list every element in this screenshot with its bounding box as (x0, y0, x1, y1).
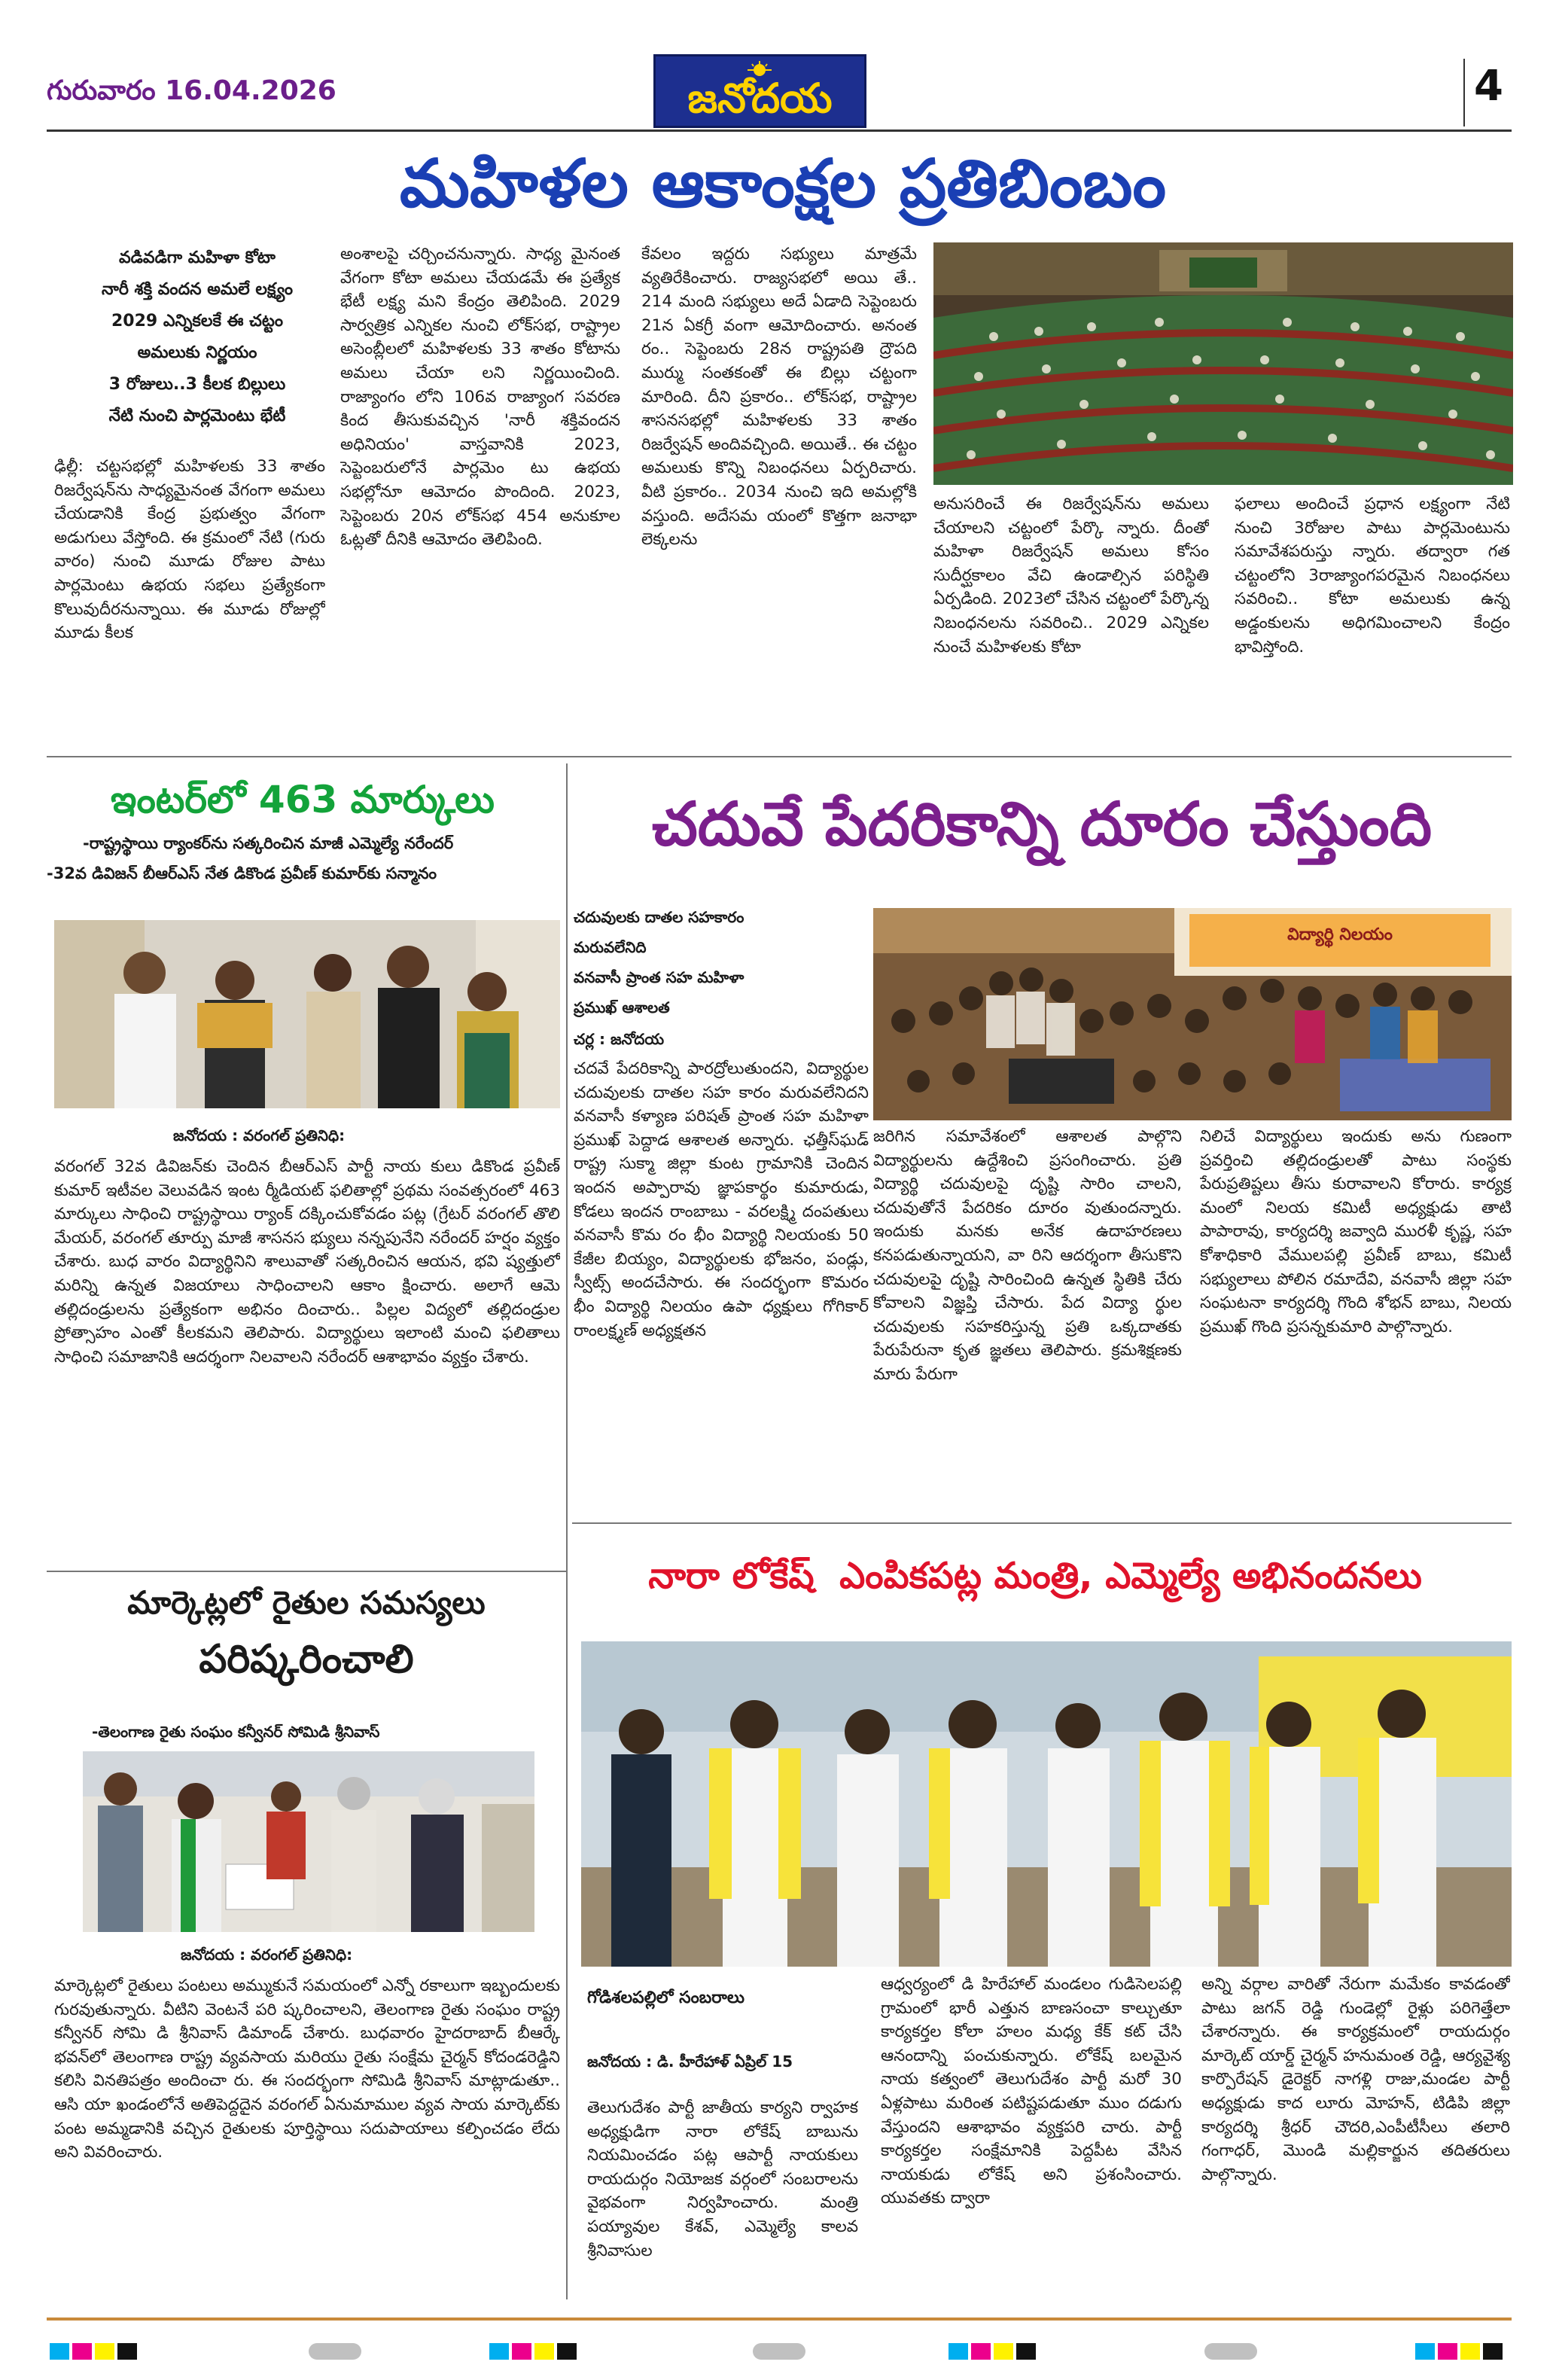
story1-col4-text: అనుసరించే ఈ రిజర్వేషన్‌ను అమలు చేయాలని చట్టంలో పేర్కొ న్నారు. దీంతో మహిళా రిజర్వేషన్ అమలు కోసం సుదీర్ఘకాలం వేచి ఉండాల్సిన పరిస్థితి ఏర్పడింది. 2023లో చేసిన చట్టంలో పేర్కొన్న నిబంధనలను సవరించి.. 2029 ఎన్నికల నుంచే మహిళలకు కోటా (933, 495, 1209, 657)
story1-col4 (933, 492, 1209, 714)
story1-col2 (340, 242, 620, 714)
page-number: 4 (1474, 62, 1503, 111)
farmers-meeting-photo (83, 1751, 534, 1932)
story3-headline-line1: మార్కెట్లలో రైతుల సమస్యలు (127, 1584, 486, 1621)
footer-rule (47, 2318, 1512, 2321)
celebration-photo (581, 1641, 1512, 1967)
story5-col3 (1201, 1973, 1510, 2296)
masthead-rule (47, 130, 1512, 132)
story5-col3-text: అన్ని వర్గాల వారితో నేరుగా మమేకం కావడంతో పాటు జగన్ రెడ్డి గుండెల్లో రైళ్లు పరిగెత్తేలా చేశారన్నారు. ఈ కార్యక్రమంలో రాయదుర్గం మార్కెట్ యార్డ్ చైర్మన్ హనుమంత రెడ్డి, ఆర్యవైశ్య కార్పొరేషన్ డైరెక్టర్ నాగళ్లి రాజు,మండల పార్టీ అధ్యక్షుడు కాద లూరు మోహన్, టిడిపి జిల్లా కార్యదర్శి శ్రీధర్ చౌదరి,ఎంపీటీసీలు తలారి గంగాధర్, మొండి మల్లికార్జున తదితరులు పాల్గొన్నారు. (1201, 1975, 1510, 2184)
story1-col5-text: ఫలాలు అందించే ప్రధాన లక్ష్యంగా నేటి నుంచి 3రోజుల పాటు పార్లమెంటును సమావేశపరుస్తు న్నారు. తద్వారా గత చట్టంలోని 3రాజ్యాంగపరమైన నిబంధనలు సవరించి.. కోటా అమలుకు ఉన్న అడ్డంకులను అధిగమించాలని కేంద్రం భావిస్తోంది. (1235, 495, 1510, 657)
story5-dateline: జనోదయ : డి. హీరేహాళ్ ఏప్రిల్ 15 (587, 2052, 793, 2071)
story2-sub1: -రాష్ట్రస్థాయి ర్యాంకర్‌ను సత్కరించిన మాజీ ఎమ్మెల్యే నరేందర్ (83, 834, 454, 852)
story4-col3 (1200, 1125, 1512, 1509)
story1-col1 (54, 455, 325, 714)
story3-body-text: మార్కెట్లలో రైతులు పంటలు అమ్ముకునే సమయంలో ఎన్నో రకాలుగా ఇబ్బందులకు గురవుతున్నారు. వీటిని వెంటనే పరి ష్కరించాలని, తెలంగాణ రైతు సంఘం రాష్ట్ర కన్వీనర్ సోమి డి శ్రీనివాస్ డిమాండ్ చేశారు. బుధవారం హైదరాబాద్ బీఆర్కే భవన్‌లో తెలంగాణ రాష్ట్ర వ్యవసాయ మరియు రైతు సంక్షేమ చైర్మన్ కోదండరెడ్డిని కలిసి వినతిపత్రం అందించా రు. ఈ సందర్భంగా సోమిడి శ్రీనివాస్ మాట్లాడుతూ.. ఆసి యా ఖండంలోనే అతిపెద్దదైన వరంగల్ ఏనుమాముల వ్యవ సాయ మార్కెట్‌కు పంట అమ్మడానికి వచ్చిన రైతులకు పూర్తిస్థాయి సదుపాయాలు కల్పించడం లేదు అని వివరించారు. (54, 1976, 560, 2162)
parliament-photo (933, 242, 1513, 485)
story4-col3-text: నిలిచే విద్యార్థులు ఇందుకు అను గుణంగా ప్రవర్తించి తల్లిదండ్రులతో పాటు సంస్థకు పేరుప్రతిష్టలు తీసు కురావాలని కోరారు. కార్యక్ర మంలో నిలయ కమిటీ అధ్యక్షుడు తాటి పాపారావు, కార్యదర్శి జవ్వాది మురళీ కృష్ణ, సహ కోశాధికారి వేములపల్లి ప్రవీణ్ బాబు, కమిటీ సభ్యులాలు పోలిన రమాదేవి, వనవాసీ జిల్లా సహ సంఘటనా కార్యదర్శి గొంది శోభన్ బాబు, నిలయ ప్రముఖ్ గొంది ప్రసన్నకుమారి పాల్గొన్నారు. (1200, 1127, 1512, 1336)
story1-kicker: వడివడిగా మహిళా కోటా నారీ శక్తి వందన అమలే లక్ష్యం 2029 ఎన్నికలకే ఈ చట్టం అమలుకు నిర్ణయం 3 రోజులు..3 కీలక బిల్లులు నేటి నుంచి పార్లమెంటు భేటీ (101, 248, 293, 425)
masthead-date: గురువారం 16.04.2026 (47, 75, 336, 106)
story2-headline: ఇంటర్‌లో 463 మార్కులు (111, 778, 495, 821)
left-column-divider (566, 763, 568, 2299)
story1-col3-text: కేవలం ఇద్దరు సభ్యులు మాత్రమే వ్యతిరేకించారు. రాజ్యసభలో అయి తే.. 214 మంది సభ్యులు అదే ఏడాది సెప్టెంబరు 21న ఏకగ్రీ వంగా ఆమోదించారు. అనంత రం.. సెప్టెంబరు 28న రాష్ట్రపతి ద్రౌపది ముర్ము సంతకంతో ఈ బిల్లు చట్టంగా మారింది. దీని ప్రకారం.. లోక్‌సభ, రాష్ట్రాల శాసనసభల్లో మహిళలకు 33 శాతం రిజర్వేషన్ అందివచ్చింది. అయితే.. ఈ చట్టం అమలుకు కొన్ని నిబంధనలు ఏర్పరిచారు. వీటి ప్రకారం.. 2034 నుంచి ఇది అమల్లోకి వస్తుంది. అదేసమ యంలో కొత్తగా జనాభా లెక్కలను (641, 245, 917, 550)
logo-emblem-icon (745, 59, 775, 76)
story3-sub: -తెలంగాణ రైతు సంఘం కన్వీనర్ సోమిడి శ్రీనివాస్ (92, 1723, 380, 1741)
logo-text: జనోదయ (687, 75, 833, 122)
story4-headline: చదువే పేదరికాన్ని దూరం చేస్తుంది (651, 789, 1433, 859)
story5-col1-text: తెలుగుదేశం పార్టీ జాతీయ కార్యని ర్వాహక అధ్యక్షుడిగా నారా లోకేష్ బాబును నియమించడం పట్ల ఆపార్టీ నాయకులు రాయదుర్గం నియోజక వర్గంలో సంబరాలను వైభవంగా నిర్వహించారు. మంత్రి పయ్యావుల కేశవ్, ఎమ్మెల్యే కాలవ శ్రీనివాసుల (587, 2098, 858, 2260)
story1-bottom-rule (47, 756, 1512, 757)
page-number-divider (1463, 59, 1465, 126)
story1-col3 (641, 242, 917, 714)
story2-body-text: వరంగల్ 32వ డివిజన్‌కు చెందిన బీఆర్ఎస్ పార్టీ నాయ కులు డికొండ ప్రవీణ్ కుమార్ ఇటీవల వెలువడిన ఇంట ర్మీడియట్ ఫలితాల్లో ప్రథమ సంవత్సరంలో 463 మార్కులు సాధించి రాష్ట్రస్థాయి ర్యాంక్ దక్కించుకోవడం పట్ల (గ్రేటర్ వరంగల్ తొలి మేయర్, వరంగల్ తూర్పు మాజీ శాసనస భ్యులు నన్నపునేని నరేందర్ హర్షం వ్యక్తం చేశారు. బుధ వారం విద్యార్థినిని శాలువాతో సత్కరించిన ఆయన, భవి ష్యత్తులో మరిన్ని ఉన్నత విజయాలు సాధించాలని ఆకాం క్షించారు. అలాగే ఆమె తల్లిదండ్రులను ప్రత్యేకంగా అభినం దించారు.. పిల్లల విద్యలో తల్లిదండ్రుల ప్రోత్సాహం ఎంతో కీలకమని తెలిపారు. విద్యార్థులు ఇలాంటి మంచి ఫలితాలు సాధించి సమాజానికి ఆదర్శంగా నిలవాలని నరేందర్ ఆశాభావం వ్యక్తం చేశారు. (54, 1157, 560, 1367)
story3-body (54, 1974, 560, 2290)
students-hostel-photo (873, 908, 1512, 1120)
story3-dateline: జనోదయ : వరంగల్ ప్రతినిధి: (181, 1946, 353, 1964)
story1-headline: మహిళల ఆకాంక్షల ప్రతిబింబం (399, 145, 1167, 222)
story4-col2 (873, 1125, 1182, 1509)
hostel-banner-text: విద్యార్థి నిలయం (1287, 925, 1393, 944)
inter-felicitation-photo (54, 920, 560, 1108)
story5-kicker: గోడిశలపల్లిలో సంబరాలు (587, 1988, 745, 2007)
story1-col5 (1235, 492, 1510, 714)
story4-col1 (574, 1057, 869, 1509)
story1-col2-text: అంశాలపై చర్చించనున్నారు. సాధ్య మైనంత వేగంగా కోటా అమలు చేయడమే ఈ ప్రత్యేక భేటీ లక్ష్య మని కేంద్రం తెలిపింది. 2029 సార్వత్రిక ఎన్నికల నుంచి లోక్‌సభ, రాష్ట్రాల అసెంబ్లీలలో మహిళలకు 33 శాతం కోటాను అమలు చేయా లని నిర్ణయించింది. రాజ్యాంగం లోని 106వ రాజ్యాంగ సవరణ కింద తీసుకువచ్చిన 'నారీ శక్తివందన అధినియం' వాస్తవానికి 2023, సెప్టెంబరులోనే పార్లమెం టు ఉభయ సభల్లోనూ ఆమోదం పొందింది. 2023, సెప్టెంబరు 20న లోక్‌సభ 454 అనుకూల ఓట్లతో దీనికి ఆమోదం తెలిపింది. (340, 245, 620, 550)
story4-dateline: చర్ల : జనోదయ (574, 1030, 665, 1048)
story5-col2-text: ఆధ్వర్యంలో డి హిరేహాల్ మండలం గుడిసెలపల్లి గ్రామంలో భారీ ఎత్తున బాణసంచా కాల్చుతూ కార్యకర్తల కోలా హలం మధ్య కేక్ కట్ చేసి ఆనందాన్ని పంచుకున్నారు. లోకేష్ బలమైన నాయ కత్వంలో తెలుగుదేశం పార్టీ మరో 30 ఏళ్లపాటు మరింత పటిష్టపడుతూ ముం దడుగు వేస్తుందని ఆశాభావం వ్యక్తపరి చారు. పార్టీ కార్యకర్తల సంక్షేమానికి పెద్దపీట వేసిన నాయకుడు లోకేష్ అని ప్రశంసించారు. యువతకు ద్వారా (881, 1975, 1182, 2208)
story4-kicker: చదువులకు దాతల సహకారం మరువలేనిది వనవాసీ ప్రాంత సహ మహిళా ప్రముఖ్ ఆశాలత (574, 908, 745, 1016)
story2-bottom-rule (47, 1571, 566, 1572)
story5-col1 (587, 2096, 858, 2296)
masthead-logo (653, 54, 866, 128)
story2-dateline: జనోదయ : వరంగల్ ప్రతినిధి: (173, 1126, 346, 1144)
story1-col1-text: ఢిల్లీ: చట్టసభల్లో మహిళలకు 33 శాతం రిజర్వేషన్‌ను సాధ్యమైనంత వేగంగా అమలు చేయడానికి కేంద్ర ప్రభుత్వం వేగంగా అడుగులు వేస్తోంది. ఈ క్రమంలో నేటి (గురు వారం) నుంచి మూడు రోజుల పాటు పార్లమెంటు ఉభయ సభలు ప్రత్యేకంగా కొలువుదీరనున్నాయి. ఈ మూడు రోజుల్లో మూడు కీలక (54, 457, 325, 643)
story4-bottom-rule (572, 1522, 1512, 1524)
story4-col2-text: జరిగిన సమావేశంలో ఆశాలత పాల్గొని విద్యార్థులను ఉద్దేశించి ప్రసంగించారు. ప్రతి విద్యార్థి చదువులపై దృష్టి సారిం చాలని, చదువుతోనే పేదరికం దూరం వుతుందన్నారు. ఇందుకు మనకు అనేక ఉదాహరణలు కనపడుతున్నాయని, వా రిని ఆదర్శంగా తీసుకొని చదువులపై దృష్టి సారించింది ఉన్నత స్థితికి చేరు కోవాలని విజ్ఞప్తి చేసారు. పేద విద్యా ర్థుల చదువులకు సహకరిస్తున్న ప్రతి ఒక్కదాతకు పేరుపేరునా కృత జ్ఞతలు తెలిపారు. క్రమశిక్షణకు మారు పేరుగా (873, 1127, 1182, 1384)
story3-headline-line2: పరిష్కరించాలి (199, 1637, 414, 1682)
registration-marks (0, 2343, 1556, 2366)
story5-col2 (881, 1973, 1182, 2296)
story5-headline: నారా లోకేష్ ఎంపికపట్ల మంత్రి, ఎమ్మెల్యే అభినందనలు (648, 1555, 1422, 1597)
story2-body (54, 1155, 560, 1562)
story4-col1-text: చదవే పేదరికాన్ని పారద్రోలుతుందని, విద్యార్థుల చదువులకు దాతల సహ కారం మరువలేనిదని వనవాసీ కళ్యాణ పరిషత్ ప్రాంత సహ మహిళా ప్రముఖ్ పెద్దాడ ఆశాలత అన్నారు. ఛత్తీస్‌ఘడ్ రాష్ట్ర సుక్మా జిల్లా కుంట గ్రామానికి చెందిన ఇందన అప్పారావు జ్ఞాపకార్థం కుమారుడు, కోడలు ఇందన రాంబాబు - వరలక్ష్మి దంపతులు వనవాసీ కొమ రం భీం విద్యార్థి నిలయంకు 50 కేజీల బియ్యం, విద్యార్థులకు భోజనం, పండ్లు, స్వీట్స్ అందచేసారు. ఈ సందర్భంగా కొమరం భీం విద్యార్థి నిలయం ఉపా ధ్యక్షులు గోగికార్ రాంలక్ష్మణ్ అధ్యక్షతన (574, 1059, 869, 1340)
story2-sub2: -32వ డివిజన్ బీఆర్ఎస్ నేత డికొండ ప్రవీణ్ కుమార్‌కు సన్మానం (47, 864, 437, 882)
